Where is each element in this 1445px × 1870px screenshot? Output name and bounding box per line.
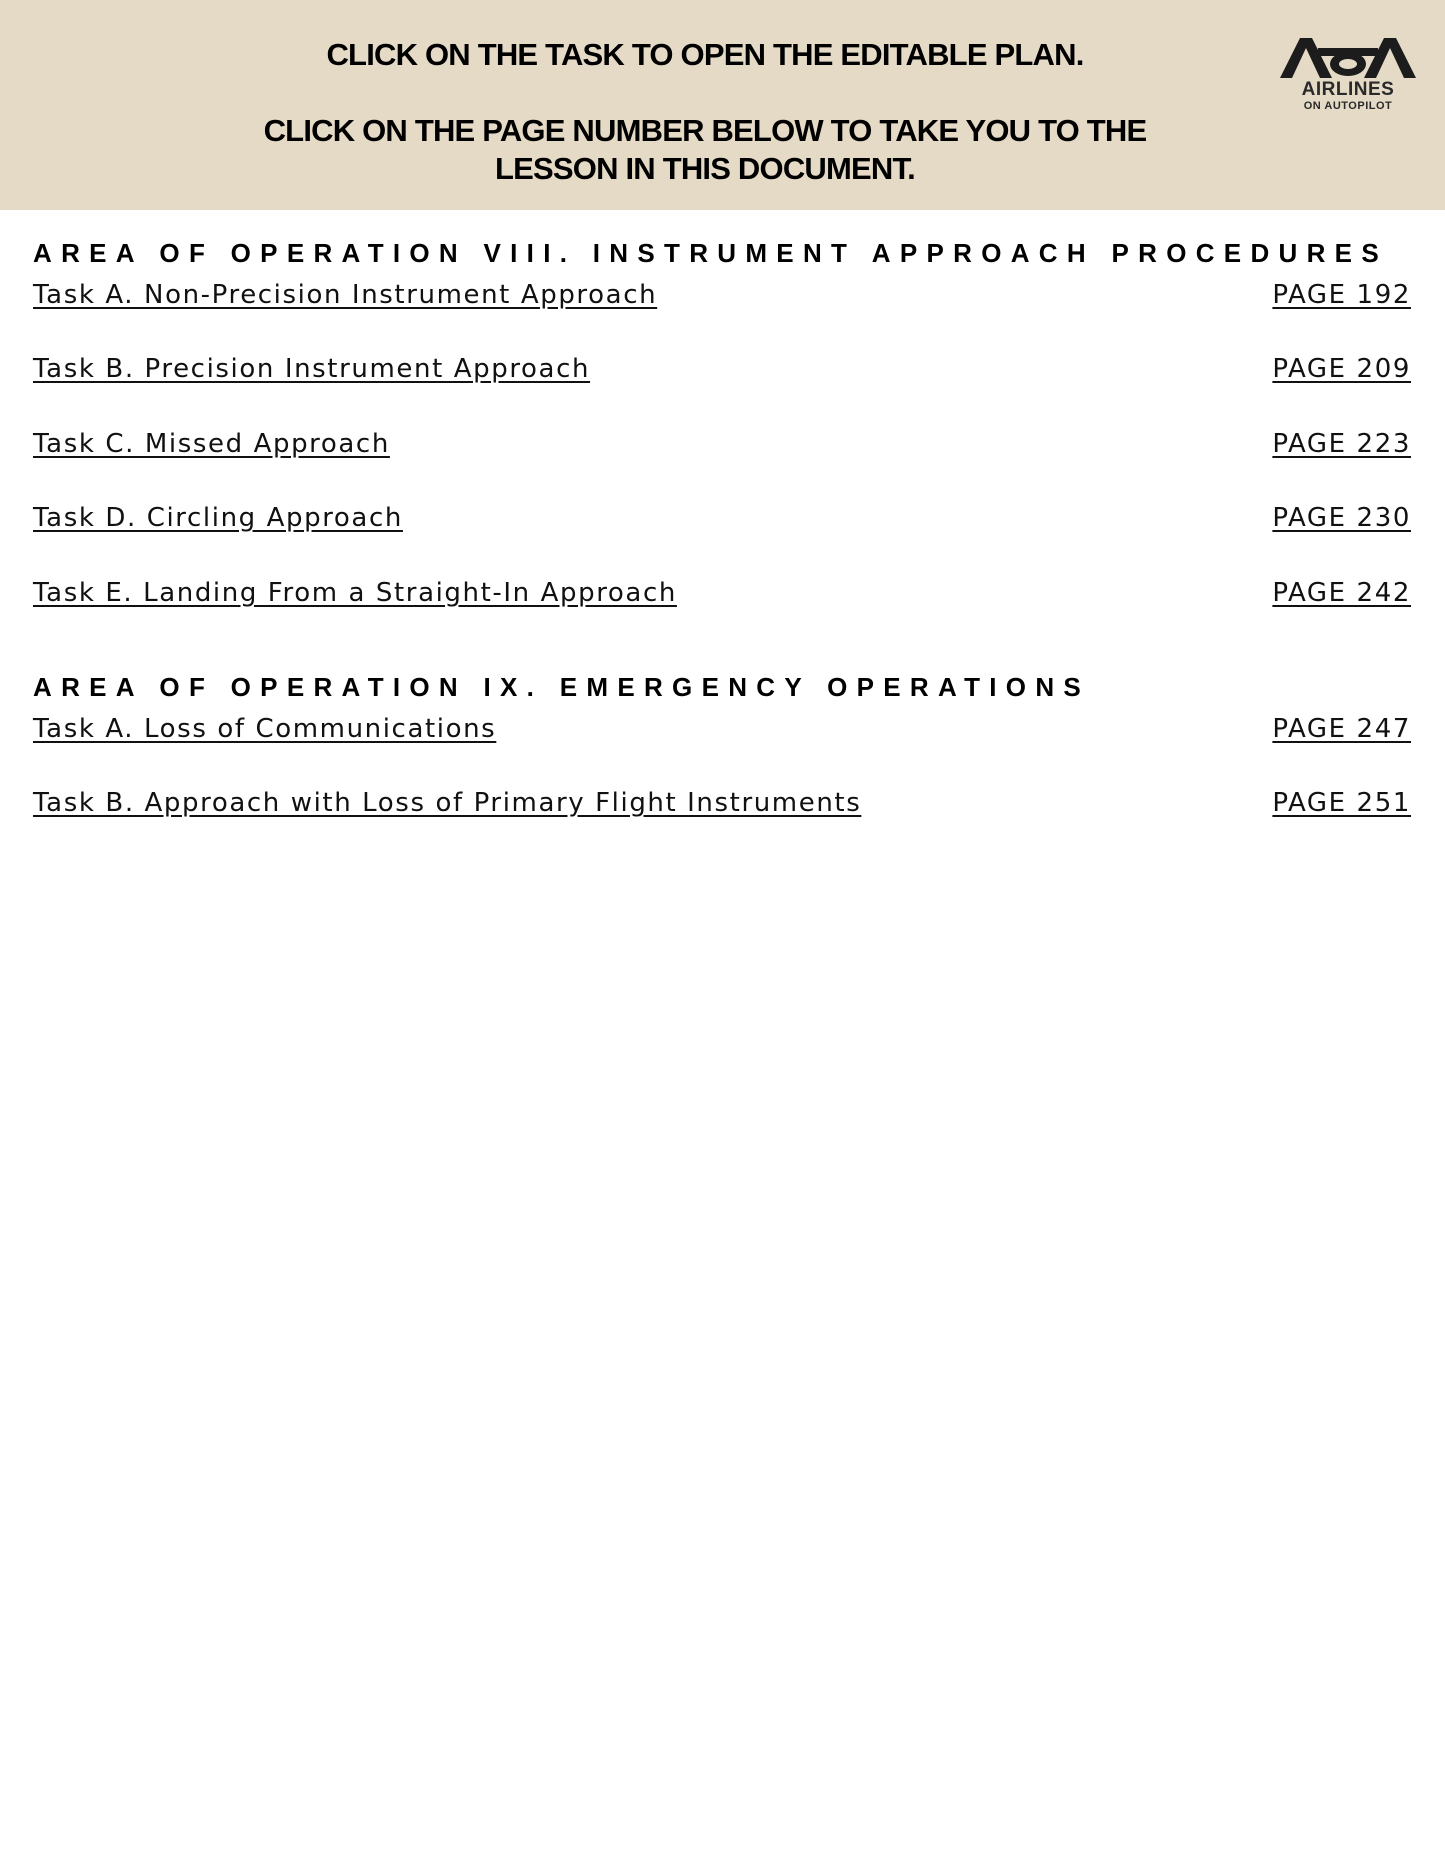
page-link-viii-b[interactable]: PAGE 209 [1272,354,1411,384]
logo-text-on-autopilot: ON AUTOPILOT [1303,100,1393,112]
task-row [33,712,1411,748]
task-link-viii-a[interactable]: Task A. Non-Precision Instrument Approach [33,280,658,310]
task-link-viii-c[interactable]: Task C. Missed Approach [33,429,390,459]
banner-line-1: CLICK ON THE TASK TO OPEN THE EDITABLE PLAN. [326,37,1084,72]
task-link-viii-e[interactable]: Task E. Landing From a Straight-In Approach [33,578,677,608]
task-link-ix-a[interactable]: Task A. Loss of Communications [33,714,497,744]
page-link-viii-e[interactable]: PAGE 242 [1272,578,1411,608]
section-heading-area-viii: AREA OF OPERATION VIII. INSTRUMENT APPROACH PROCEDURES [33,238,1388,268]
aoa-logo-mark-icon [1278,34,1418,80]
instruction-banner [0,0,1445,210]
section-heading-area-ix: AREA OF OPERATION IX. EMERGENCY OPERATIONS [33,672,1091,702]
banner-line-2: CLICK ON THE PAGE NUMBER BELOW TO TAKE YOU TO THE [263,113,1147,148]
page-link-ix-a[interactable]: PAGE 247 [1272,714,1411,744]
task-row [33,427,1411,463]
task-row [33,501,1411,537]
page-link-viii-d[interactable]: PAGE 230 [1272,503,1411,533]
task-row [33,278,1411,314]
task-link-ix-b[interactable]: Task B. Approach with Loss of Primary Flight Instruments [33,788,862,818]
logo-text-airlines: AIRLINES [1301,79,1395,100]
task-row [33,352,1411,388]
task-row [33,576,1411,612]
page-link-ix-b[interactable]: PAGE 251 [1272,788,1411,818]
task-link-viii-b[interactable]: Task B. Precision Instrument Approach [33,354,591,384]
banner-line-3: LESSON IN THIS DOCUMENT. [495,151,915,186]
page-link-viii-a[interactable]: PAGE 192 [1272,280,1411,310]
task-row [33,786,1411,822]
airlines-on-autopilot-logo [1278,34,1418,120]
page-link-viii-c[interactable]: PAGE 223 [1272,429,1411,459]
task-link-viii-d[interactable]: Task D. Circling Approach [33,503,403,533]
